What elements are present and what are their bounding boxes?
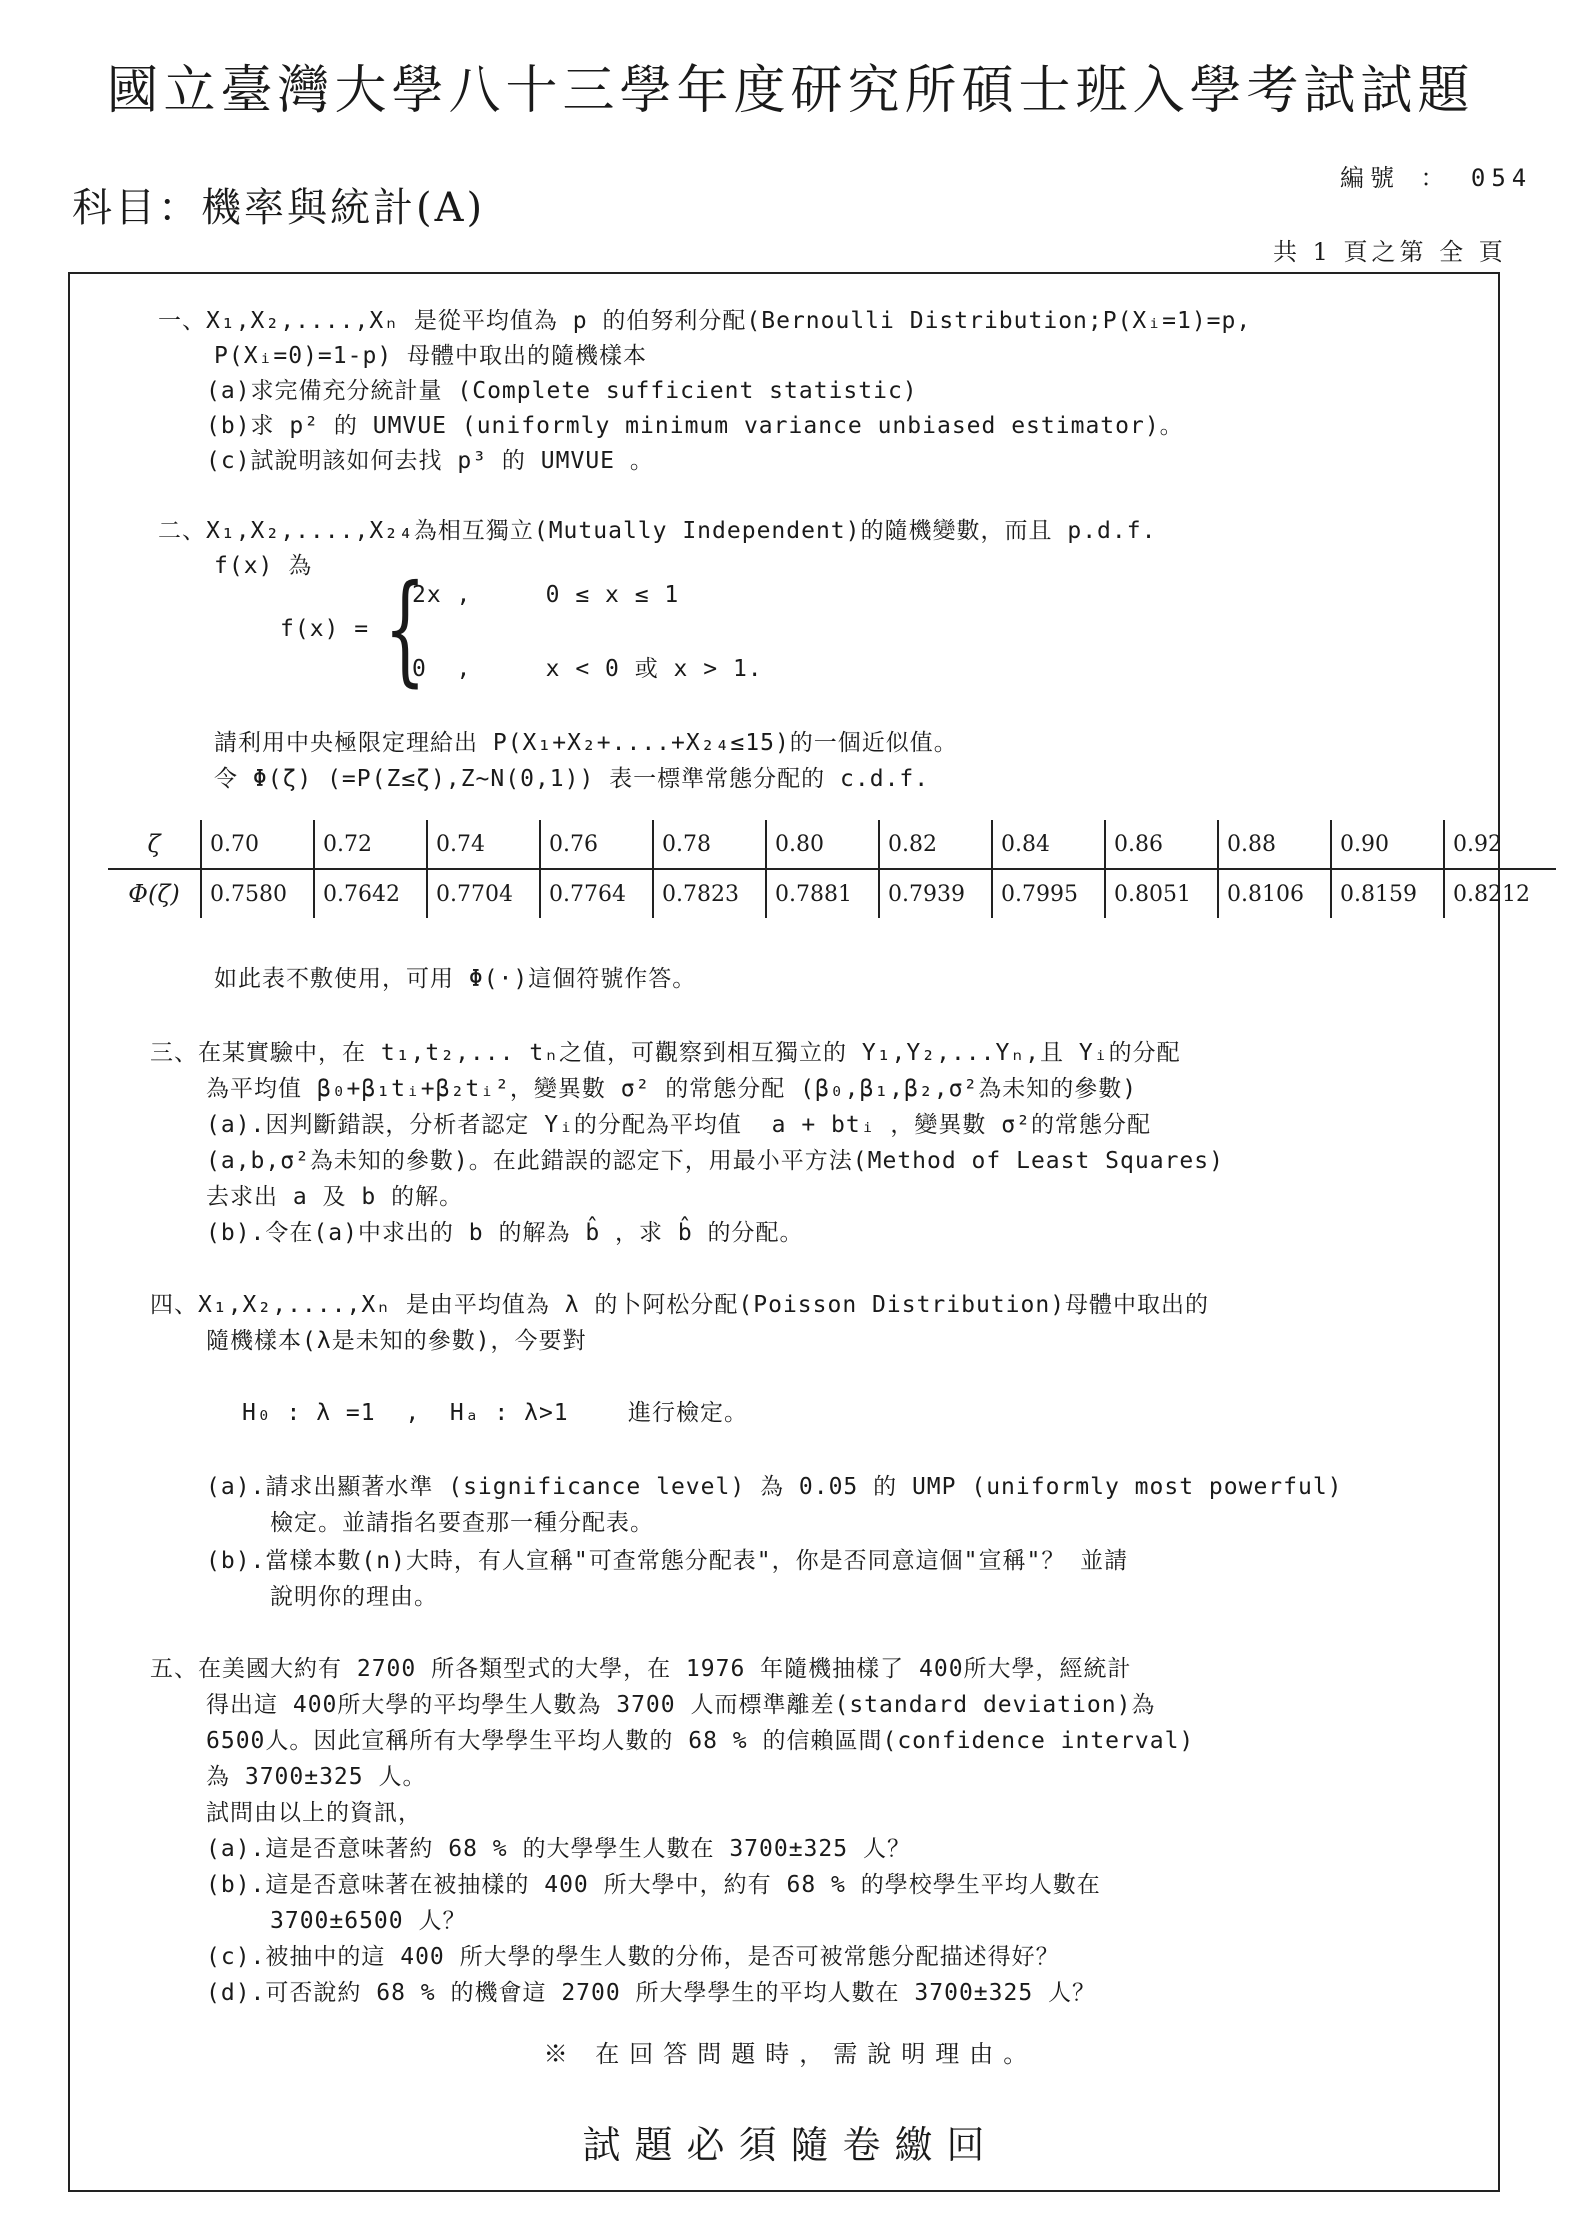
z-cell: 0.88 (1218, 820, 1331, 869)
q4-line2: 隨機樣本(λ是未知的參數)，今要對 (206, 1328, 587, 1354)
q5-part-a: (a).這是否意味著約 68 % 的大學學生人數在 3700±325 人？ (206, 1836, 911, 1862)
q1-line1: 一、X₁,X₂,....,Xₙ 是從平均值為 p 的伯努利分配(Bernoulli Distribution;P(Xᵢ=1)=p, (158, 308, 1252, 334)
q3-line2: 為平均值 β₀+β₁tᵢ+β₂tᵢ²，變異數 σ² 的常態分配 (β₀,β₁,β₂,σ²為未知的參數) (206, 1076, 1138, 1102)
z-row (108, 820, 1556, 869)
q1-part-b: (b)求 p² 的 UMVUE (uniformly minimum variance unbiased estimator)。 (206, 413, 1184, 439)
answer-note: ※ 在回答問題時，需說明理由。 (543, 2040, 1038, 2068)
q2-table-note: 如此表不敷使用，可用 Φ(·)這個符號作答。 (214, 966, 697, 992)
return-notice: 試題必須隨卷繳回 (582, 2123, 999, 2167)
z-cell: 0.70 (201, 820, 314, 869)
phi-row-label: Φ(ζ) (128, 880, 180, 908)
q5-part-d: (d).可否說約 68 % 的機會這 2700 所大學學生的平均人數在 3700±325 人？ (206, 1980, 1097, 2006)
q5-line1: 五、在美國大約有 2700 所各類型式的大學，在 1976 年隨機抽樣了 400所大學，經統計 (150, 1656, 1132, 1682)
q1-part-a: (a)求完備充分統計量 (Complete sufficient statistic) (206, 378, 918, 404)
z-cell: 0.92 (1444, 820, 1556, 869)
phi-cell: 0.8212 (1444, 869, 1556, 918)
exam-title: 國立臺灣大學八十三學年度研究所碩士班入學考試試題 (106, 61, 1475, 121)
q1-line2: P(Xᵢ=0)=1-p) 母體中取出的隨機樣本 (214, 343, 648, 369)
normal-cdf-table (108, 820, 1556, 918)
z-row-label: ζ (108, 820, 201, 869)
q5-part-b-line1: (b).這是否意味著在被抽樣的 400 所大學中，約有 68 % 的學校學生平均人數在 (206, 1872, 1101, 1898)
q3-part-a-line1: (a).因判斷錯誤，分析者認定 Yᵢ的分配為平均值 a + btᵢ ，變異數 σ²的常態分配 (206, 1112, 1151, 1138)
phi-cell: 0.7881 (766, 869, 879, 918)
q1-part-c: (c)試說明該如何去找 p³ 的 UMVUE 。 (206, 448, 654, 474)
q3-part-b: (b).令在(a)中求出的 b 的解為 b̂ ，求 b̂ 的分配。 (206, 1220, 804, 1246)
exam-code: 編號 ： 054 (1340, 164, 1533, 192)
q5-line5: 試問由以上的資訊， (206, 1800, 422, 1826)
z-cell: 0.90 (1331, 820, 1444, 869)
phi-cell: 0.7764 (540, 869, 653, 918)
q3-line1: 三、在某實驗中，在 t₁,t₂,... tₙ之值，可觀察到相互獨立的 Y₁,Y₂,...Yₙ,且 Yᵢ的分配 (150, 1040, 1181, 1066)
q4-part-b-line2: 說明你的理由。 (270, 1584, 438, 1610)
z-cell: 0.72 (314, 820, 427, 869)
q4-part-a-line2: 檢定。並請指名要查那一種分配表。 (270, 1510, 654, 1536)
phi-cell: 0.8106 (1218, 869, 1331, 918)
q5-part-c: (c).被抽中的這 400 所大學的學生人數的分佈，是否可被常態分配描述得好？ (206, 1944, 1060, 1970)
q3-part-a-line3: 去求出 a 及 b 的解。 (206, 1184, 464, 1210)
phi-cell: 0.7704 (427, 869, 540, 918)
q5-line3: 6500人。因此宣稱所有大學學生平均人數的 68 % 的信賴區間(confidence interval) (206, 1728, 1195, 1754)
page-count: 共 1 頁之第 全 頁 (1273, 238, 1507, 266)
piecewise-brace: { (384, 560, 426, 699)
q4-part-a-line1: (a).請求出顯著水準 (significance level) 為 0.05 的 UMP (uniformly most powerful) (206, 1474, 1343, 1500)
q2-case2: 0 , x < 0 或 x > 1. (412, 656, 763, 682)
q5-part-b-line2: 3700±6500 人？ (270, 1908, 467, 1934)
q3-part-a-line2: (a,b,σ²為未知的參數)。在此錯誤的認定下，用最小平方法(Method of Least Squares) (206, 1148, 1224, 1174)
q5-line4: 為 3700±325 人。 (206, 1764, 427, 1790)
z-cell: 0.86 (1105, 820, 1218, 869)
phi-cell: 0.7995 (992, 869, 1105, 918)
q5-line2: 得出這 400所大學的平均學生人數為 3700 人而標準離差(standard deviation)為 (206, 1692, 1156, 1718)
z-cell: 0.84 (992, 820, 1105, 869)
q4-part-b-line1: (b).當樣本數(n)大時，有人宣稱"可查常態分配表"，你是否同意這個"宣稱"？ 並請 (206, 1548, 1129, 1574)
phi-row (108, 869, 1556, 918)
phi-cell: 0.7939 (879, 869, 992, 918)
z-cell: 0.76 (540, 820, 653, 869)
z-cell: 0.74 (427, 820, 540, 869)
phi-cell: 0.7580 (201, 869, 314, 918)
z-cell: 0.78 (653, 820, 766, 869)
phi-cell: 0.7823 (653, 869, 766, 918)
phi-cell: 0.7642 (314, 869, 427, 918)
z-cell: 0.82 (879, 820, 992, 869)
q2-line1: 二、X₁,X₂,....,X₂₄為相互獨立(Mutually Independent)的隨機變數，而且 p.d.f. (158, 518, 1157, 544)
q2-case1: 2x , 0 ≤ x ≤ 1 (412, 582, 680, 608)
exam-subject: 科目：機率與統計(A) (72, 185, 486, 231)
q2-line2: f(x) 為 (214, 553, 313, 579)
q2-line4: 令 Φ(ζ) (=P(Z≤ζ),Z~N(0,1)) 表一標準常態分配的 c.d.f. (214, 766, 930, 792)
phi-cell: 0.8051 (1105, 869, 1218, 918)
z-cell: 0.80 (766, 820, 879, 869)
q4-line1: 四、X₁,X₂,....,Xₙ 是由平均值為 λ 的卜阿松分配(Poisson Distribution)母體中取出的 (150, 1292, 1210, 1318)
q2-f-label: f(x) = (280, 616, 370, 642)
q4-hypotheses: H₀ : λ =1 , Hₐ : λ>1 進行檢定。 (242, 1400, 749, 1426)
phi-cell: 0.8159 (1331, 869, 1444, 918)
q2-line3: 請利用中央極限定理給出 P(X₁+X₂+....+X₂₄≤15)的一個近似值。 (214, 730, 958, 756)
